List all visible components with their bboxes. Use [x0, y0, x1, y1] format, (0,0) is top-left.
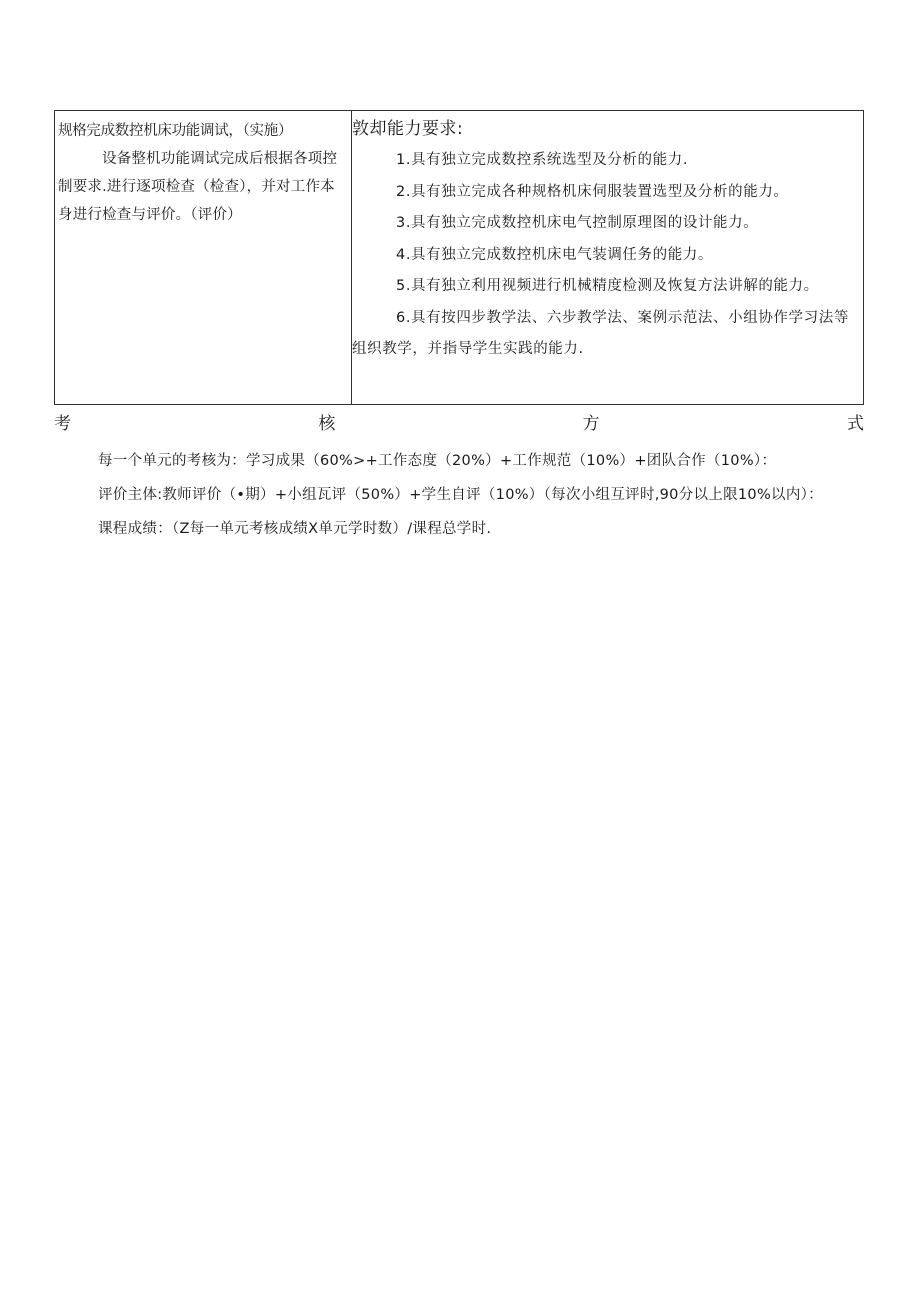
task-line: 规格完成数控机床功能调试，（实施） [58, 123, 293, 139]
requirement-item-3: 3.具有独立完成数控机床电气控制原理图的设计能力。 [396, 215, 759, 231]
competency-table [54, 110, 864, 405]
requirements-title: 敦却能力要求: [352, 119, 464, 139]
task-cell [55, 111, 352, 404]
requirement-item-6: 6.具有按四步教学法、六步教学法、案例示范法、小组协作学习法等组织教学，并指导学生实践的能力. [352, 309, 849, 357]
assessment-paragraph-1: 每一个单元的考核为：学习成果（60%>+工作态度（20%）+工作规范（10%）+团队合作（10%）： [98, 453, 777, 469]
requirement-item-4: 4.具有独立完成数控机床电气装调任务的能力。 [396, 246, 714, 263]
requirements-cell [352, 111, 863, 404]
requirement-item-1: 1.具有独立完成数控系统选型及分析的能力. [396, 152, 689, 168]
requirement-item-2: 2.具有独立完成各种规格机床伺服装置选型及分析的能力。 [396, 183, 789, 200]
heading-char-2: 核 [318, 414, 336, 434]
heading-char-4: 式 [846, 414, 864, 434]
section-heading [54, 412, 864, 436]
task-paragraph: 设备整机功能调试完成后根据各项控制要求.进行逐项检查（检查），并对工作本身进行检查与评价。（评价） [58, 151, 338, 223]
assessment-paragraph-2: 评价主体:教师评价（•期）+小组瓦评（50%）+学生自评（10%）（每次小组互评时,90分以上限10%以内）： [98, 487, 823, 503]
heading-char-1: 考 [54, 414, 71, 434]
assessment-paragraph-3: 课程成绩：（Z每一单元考核成绩X单元学时数）/课程总学时. [98, 521, 492, 537]
requirement-item-5: 5.具有独立利用视频进行机械精度检测及恢复方法讲解的能力。 [396, 278, 819, 294]
assessment-body [54, 446, 866, 548]
heading-char-3: 方 [582, 414, 600, 434]
